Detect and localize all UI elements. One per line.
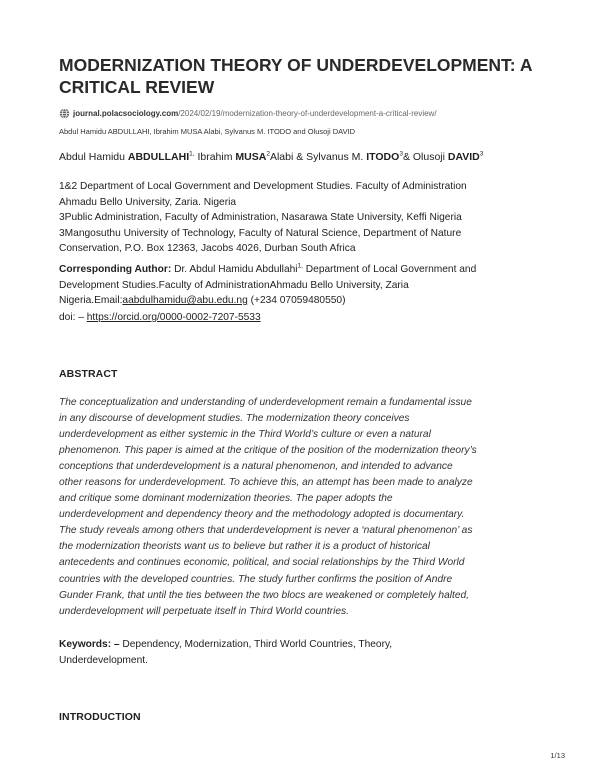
email-prefix: Nigeria.Email: [59,295,123,306]
author-4-given: & Olusoji [402,151,448,163]
phone-number: (+234 07059480550) [247,295,346,306]
abstract-line: phenomenon. This paper is aimed at the critique of the position of the modernization theory’s [59,445,477,457]
affiliations [59,179,549,257]
author-3-sup: 3 [399,150,403,158]
abstract-line: underdevelopment and dependency theory and the methodology adopted is documentary. [59,509,465,521]
title-line-2: CRITICAL REVIEW [59,77,215,97]
abstract-body [59,395,549,620]
keywords [59,637,549,669]
abstract-line: The conceptualization and understanding of underdevelopment remain a fundamental issue [59,397,472,408]
author-4-family: DAVID [447,151,480,163]
author-byline: Abdul Hamidu ABDULLAHI, Ibrahim MUSA Alabi, Sylvanus M. ITODO and Olusoji DAVID [59,127,356,136]
affiliation-line-3: 3Public Administration, Faculty of Administration, Nasarawa State University, Keffi Nigeria [59,212,462,223]
article-title [59,54,559,98]
source-domain[interactable]: journal.polacsociology.com [73,108,179,118]
email-link[interactable]: aabdulhamidu@abu.edu.ng [122,295,248,306]
globe-icon [59,108,70,119]
affiliation-line-1: 1&2 Department of Local Government and Development Studies. Faculty of Administration [59,181,467,192]
abstract-line: and critique some dominant modernization theories. The paper adopts the [59,493,393,505]
corresponding-dept: Department of Local Government and [302,264,477,275]
author-3-given: Alabi & Sylvanus M. [269,151,367,163]
corresponding-sup: 1, [297,262,303,270]
doi-line [59,312,261,323]
abstract-line: conceptions that underdevelopment is a natural phenomenon, and intended to advance [59,461,453,473]
abstract-line: The study reveals among others that underdevelopment is never a ‘natural phenomenon’ as [59,525,473,537]
corresponding-line-3 [59,293,549,309]
introduction-heading: INTRODUCTION [59,711,141,723]
abstract-line: countries with the developed countries. The study further confirms the position of Andre [59,573,453,585]
corresponding-author [59,262,549,309]
affiliation-line-5: Conservation, P.O. Box 12363, Jacobs 4026, Durban South Africa [59,243,356,254]
page-number: 1/13 [550,751,565,760]
author-1-sup: 1, [189,150,195,158]
source-url[interactable] [59,107,437,119]
abstract-line: Gunder Frank, that until the ties between the two blocs are weakened or completely halted, [59,589,469,601]
title-line-1: MODERNIZATION THEORY OF UNDERDEVELOPMENT: A [59,55,533,75]
abstract-line: underdevelopment as either systemic in the Third World’s culture or even a natural [59,429,431,441]
source-path[interactable]: /2024/02/19/modernization-theory-of-underdevelopment-a-critical-review/ [178,108,437,118]
author-list [59,151,483,163]
author-2-family: MUSA [235,151,267,163]
author-2-sup: 2 [266,150,270,158]
affiliation-line-4: 3Mangosuthu University of Technology, Faculty of Natural Science, Department of Nature [59,227,462,239]
author-3-family: ITODO [366,151,400,163]
abstract-line: antecedents and continues economic, political, and social relationships by the Third World [59,557,465,569]
author-2-given: Ibrahim [194,151,236,163]
author-1-family: ABDULLAHI [127,151,190,163]
corresponding-label: Corresponding Author: [59,264,172,275]
keywords-line-1 [59,637,549,653]
abstract-line: other reasons for underdevelopment. To achieve this, an attempt has been made to analyze [59,477,473,489]
abstract-heading: ABSTRACT [59,368,118,380]
author-4-sup: 3 [479,150,484,158]
abstract-line: in any discourse of development studies. The modernization theory conceives [59,413,410,425]
keywords-line-2: Underdevelopment. [59,655,148,666]
affiliation-line-2: Ahmadu Bello University, Zaria. Nigeria [59,196,237,208]
author-1-given: Abdul Hamidu [59,151,128,163]
abstract-line: underdevelopment will perpetuate itself in Third World countries. [59,605,349,617]
corresponding-line-1 [59,262,549,278]
corresponding-name: Dr. Abdul Hamidu Abdullahi [171,264,298,275]
keywords-list: Dependency, Modernization, Third World Countries, Theory, [119,639,393,650]
abstract-line: the modernization theorists want us to believe but rather it is a product of historical [59,541,430,553]
orcid-link[interactable]: https://orcid.org/0000-0002-7207-5533 [86,312,261,323]
doi-prefix: doi: – [59,312,87,323]
corresponding-line-2: Development Studies.Faculty of AdministrationAhmadu Bello University, Zaria [59,279,409,291]
keywords-label: Keywords: – [59,639,120,650]
